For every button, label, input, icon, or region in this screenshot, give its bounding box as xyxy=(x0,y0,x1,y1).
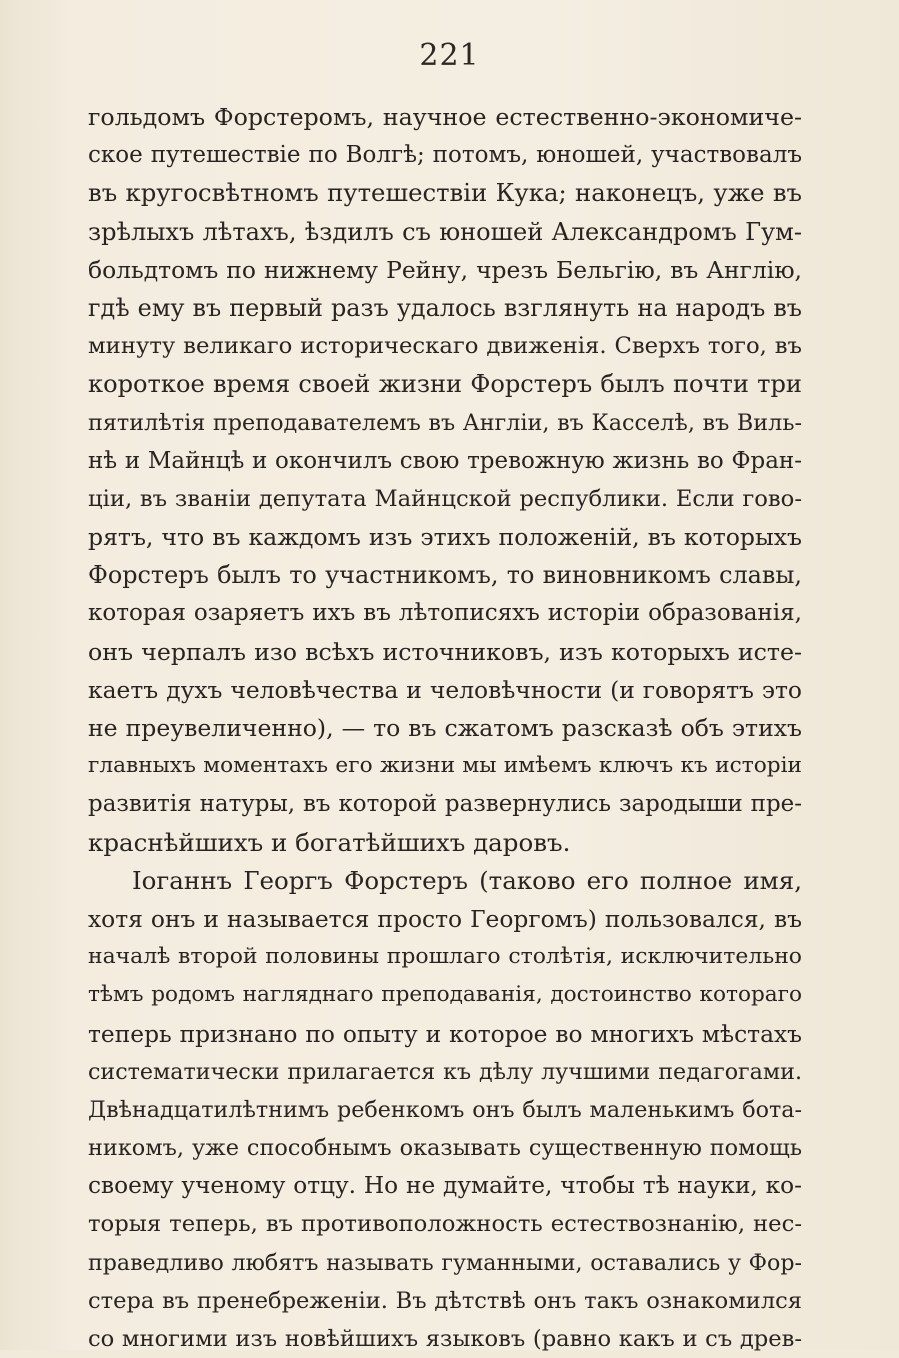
page-number: 221 xyxy=(419,38,480,73)
text-line: минуту великаго историческаго движенія. Сверхъ того, въ xyxy=(88,333,802,360)
text-line: началѣ второй половины прошлаго столѣтія, исключительно xyxy=(88,944,802,970)
text-line: пятилѣтія преподавателемъ въ Англіи, въ Касселѣ, въ Виль- xyxy=(88,409,802,436)
text-line: развитія натуры, въ которой развернулись зародыши пре- xyxy=(88,791,802,818)
text-line: въ кругосвѣтномъ путешествіи Кука; наконецъ, уже въ xyxy=(88,178,802,208)
text-line: своему ученому отцу. Но не думайте, чтобы тѣ науки, ко- xyxy=(88,1172,802,1200)
text-line: главныхъ моментахъ его жизни мы имѣемъ ключъ къ исторіи xyxy=(88,753,802,779)
text-line: Іоганнъ Георгъ Форстеръ (таково его полное имя, xyxy=(132,865,802,895)
text-line: ціи, въ званіи депутата Майнцской республики. Если гово- xyxy=(88,485,802,512)
paragraph-1 xyxy=(88,98,802,862)
text-line: Форстеръ былъ то участникомъ, то виновникомъ славы, xyxy=(88,561,802,590)
text-line: стера въ пренебреженіи. Въ дѣтствѣ онъ такъ ознакомился xyxy=(88,1287,802,1314)
text-line: тѣмъ родомъ нагляднаго преподаванія, достоинство котораго xyxy=(88,982,802,1008)
text-line: со многими изъ новѣйшихъ языковъ (равно какъ и съ древ- xyxy=(88,1326,802,1352)
text-line: короткое время своей жизни Форстеръ былъ почти три xyxy=(88,370,802,399)
text-line: хотя онъ и называется просто Георгомъ) пользовался, въ xyxy=(88,904,802,933)
text-line: которая озаряетъ ихъ въ лѣтописяхъ исторіи образованія, xyxy=(88,600,802,627)
paragraph-2 xyxy=(88,862,802,1358)
text-line: гдѣ ему въ первый разъ удалось взглянуть на народъ въ xyxy=(88,293,802,322)
text-line: каетъ духъ человѣчества и человѣчности (и говорятъ это xyxy=(88,675,802,704)
text-line: систематически прилагается къ дѣлу лучшими педагогами. xyxy=(88,1058,802,1085)
text-line: рятъ, что въ каждомъ изъ этихъ положеній, въ которыхъ xyxy=(88,523,802,552)
text-line: нѣ и Майнцѣ и окончилъ свою тревожную жизнь во Фран- xyxy=(88,447,802,474)
text-line: зрѣлыхъ лѣтахъ, ѣздилъ съ юношей Александромъ Гум- xyxy=(88,217,802,246)
text-line: онъ черпалъ изо всѣхъ источниковъ, изъ которыхъ исте- xyxy=(88,637,802,666)
text-line: никомъ, уже способнымъ оказывать существенную помощь xyxy=(88,1135,802,1162)
text-line: не преувеличенно), — то въ сжатомъ разсказѣ объ этихъ xyxy=(88,714,802,742)
text-line: гольдомъ Форстеромъ, научное естественно-экономиче- xyxy=(88,103,802,131)
text-line: Двѣнадцатилѣтнимъ ребенкомъ онъ былъ маленькимъ бота- xyxy=(88,1096,802,1123)
body-text xyxy=(88,98,802,1358)
text-line: праведливо любятъ называть гуманными, оставались у Фор- xyxy=(88,1249,802,1276)
text-line: теперь признано по опыту и которое во многихъ мѣстахъ xyxy=(88,1019,802,1048)
text-line: больдтомъ по нижнему Рейну, чрезъ Бельгію, въ Англію, xyxy=(88,255,802,284)
text-line: ское путешествіе по Волгѣ; потомъ, юношей, участвовалъ xyxy=(88,142,802,169)
text-line: краснѣйшихъ и богатѣйшихъ даровъ. xyxy=(88,827,571,857)
text-line: торыя теперь, въ противоположность естествознанію, нес- xyxy=(88,1211,802,1238)
